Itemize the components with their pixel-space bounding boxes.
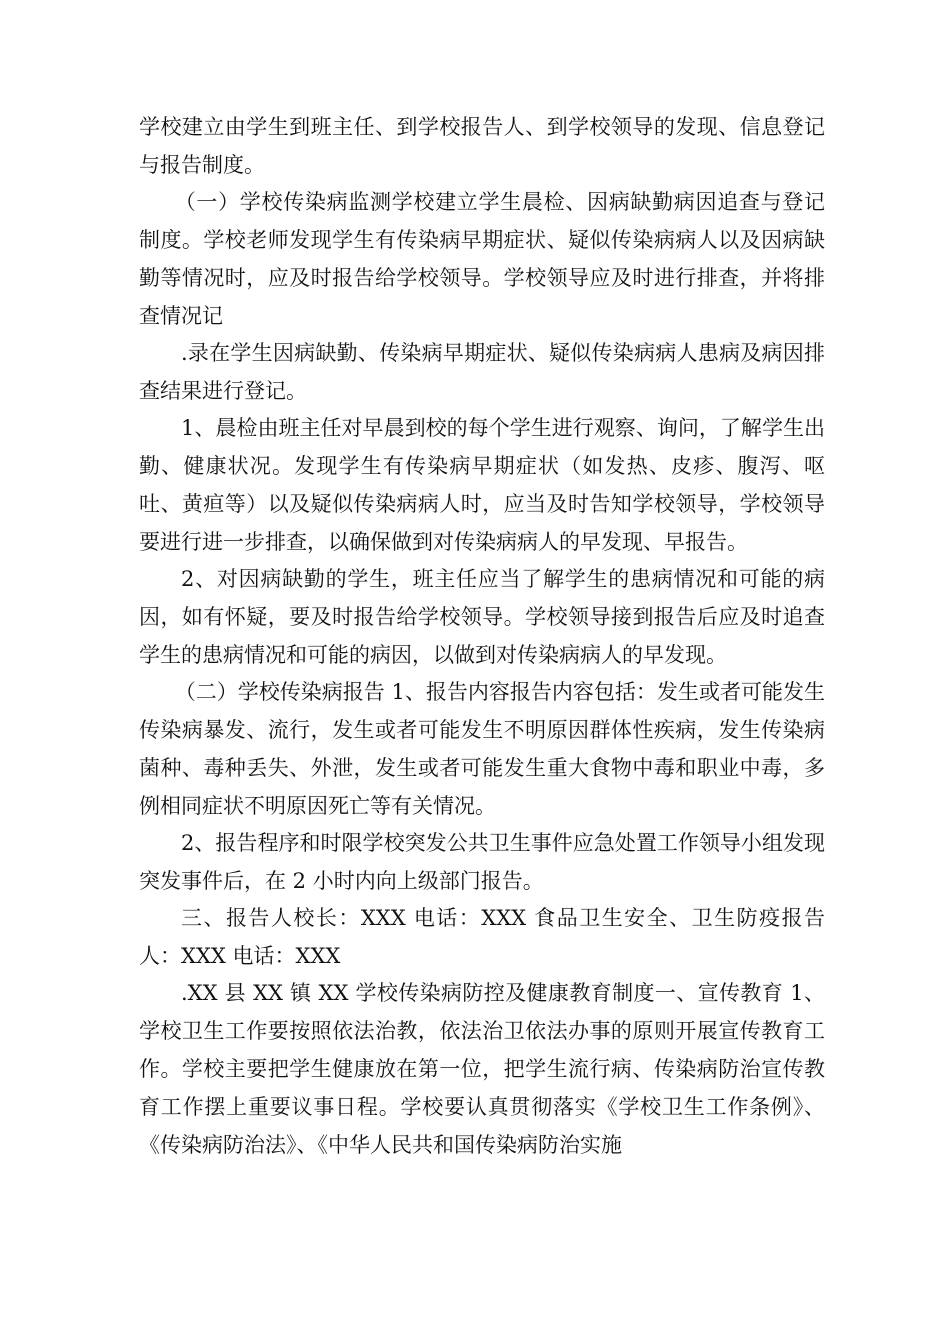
paragraph-8: 三、报告人校长：XXX 电话：XXX 食品卫生安全、卫生防疫报告人：XXX 电话：XXX [139,906,825,968]
paragraph-5: 2、对因病缺勤的学生，班主任应当了解学生的患病情况和可能的病因，如有怀疑，要及时报告给学校领导。学校领导接到报告后应及时追查学生的患病情况和可能的病因，以做到对传染病病人的早发现。 [139,567,825,667]
paragraph-4: 1、晨检由班主任对早晨到校的每个学生进行观察、询问，了解学生出勤、健康状况。发现学生有传染病早期症状（如发热、皮疹、腹泻、呕吐、黄疸等）以及疑似传染病病人时，应当及时告知学校领导，学校领导要进行进一步排查，以确保做到对传染病病人的早发现、早报告。 [139,416,825,554]
paragraph-3: .录在学生因病缺勤、传染病早期症状、疑似传染病病人患病及病因排查结果进行登记。 [139,341,825,403]
paragraph-7: 2、报告程序和时限学校突发公共卫生事件应急处置工作领导小组发现突发事件后，在 2 小时内向上级部门报告。 [139,831,825,893]
paragraph-1: 学校建立由学生到班主任、到学校报告人、到学校领导的发现、信息登记与报告制度。 [139,115,825,177]
document-body [139,108,825,1163]
paragraph-9: .XX 县 XX 镇 XX 学校传染病防控及健康教育制度一、宣传教育 1、学校卫生工作要按照依法治教，依法治卫依法办事的原则开展宣传教育工作。学校主要把学生健康放在第一位，把学生流行病、传染病防治宣传教育工作摆上重要议事日程。学校要认真贯彻落实《学校卫生工作条例》、《传染病防治法》、《中华人民共和国传染病防治实施 [139,981,825,1157]
paragraph-6: （二）学校传染病报告 1、报告内容报告内容包括：发生或者可能发生传染病暴发、流行，发生或者可能发生不明原因群体性疾病，发生传染病菌种、毒种丢失、外泄，发生或者可能发生重大食物中毒和职业中毒，多例相同症状不明原因死亡等有关情况。 [139,680,825,818]
paragraph-2: （一）学校传染病监测学校建立学生晨检、因病缺勤病因追查与登记制度。学校老师发现学生有传染病早期症状、疑似传染病病人以及因病缺勤等情况时，应及时报告给学校领导。学校领导应及时进行排查，并将排查情况记 [139,190,825,328]
